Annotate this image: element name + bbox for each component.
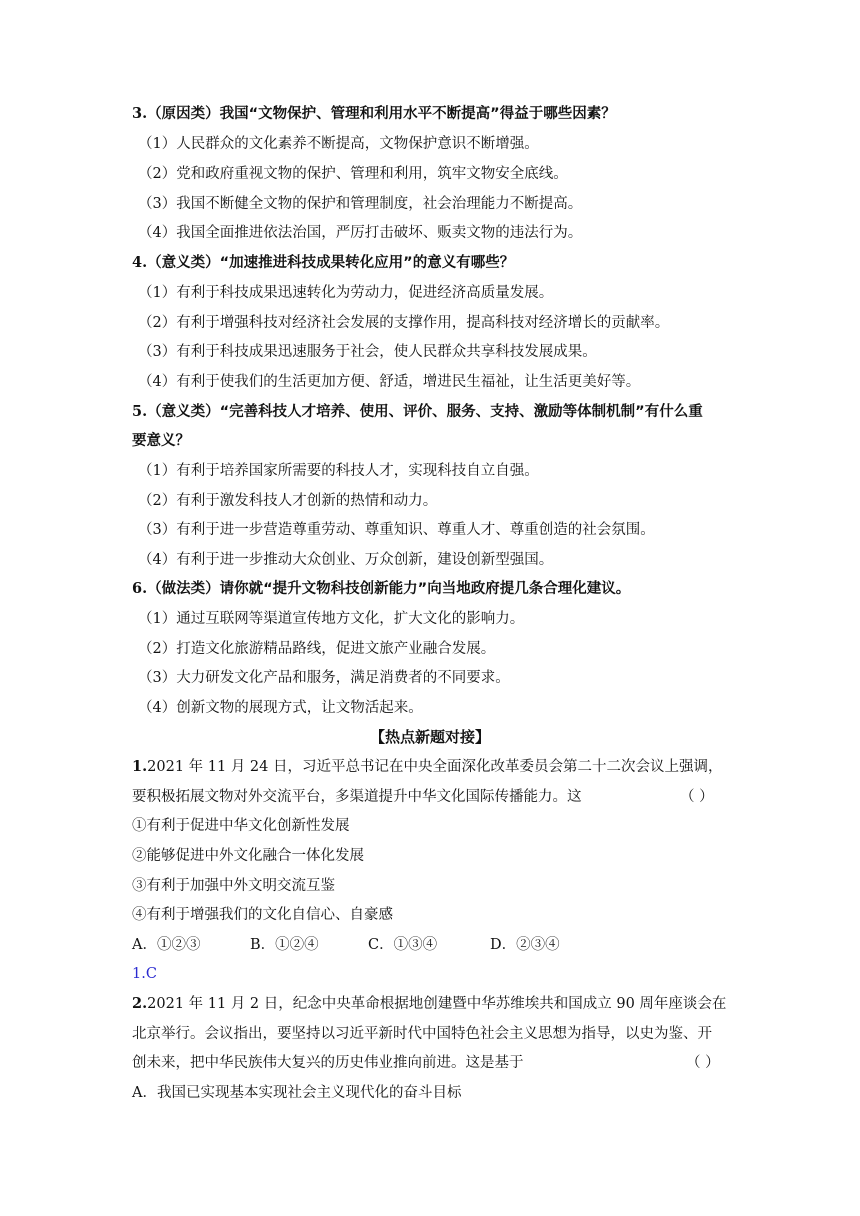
question-3-item-2: （2）党和政府重视文物的保护、管理和利用，筑牢文物安全底线。 <box>138 166 568 182</box>
question-3-title: 3.（原因类）我国“文物保护、管理和利用水平不断提高”得益于哪些因素？ <box>132 105 616 122</box>
mcq-2-answer-blank: （ ） <box>686 1055 720 1071</box>
mcq-1-option-b: B．①②④ <box>250 937 319 953</box>
question-6-item-3: （3）大力研发文化产品和服务，满足消费者的不同要求。 <box>138 670 510 686</box>
question-4-item-1: （1）有利于科技成果迅速转化为劳动力，促进经济高质量发展。 <box>138 285 554 301</box>
mcq-2-number: 2. <box>132 995 148 1012</box>
mcq-1-stem-line-2: 要积极拓展文物对外交流平台，多渠道提升中华文化国际传播能力。这 <box>132 789 582 805</box>
section-title: 【热点新题对接】 <box>369 728 490 746</box>
mcq-1-answer: 1.C <box>132 966 157 982</box>
mcq-1-option-a: A．①②③ <box>132 937 201 953</box>
question-6-item-1: （1）通过互联网等渠道宣传地方文化，扩大文化的影响力。 <box>138 611 525 627</box>
question-6-item-2: （2）打造文化旅游精品路线，促进文旅产业融合发展。 <box>138 641 496 657</box>
question-4-item-3: （3）有利于科技成果迅速服务于社会，使人民群众共享科技发展成果。 <box>138 344 597 360</box>
mcq-1-options <box>132 935 560 955</box>
mcq-1-stem-line-1: 1.2021 年 11 月 24 日，习近平总书记在中央全面深化改革委员会第二十二次会议上强调， <box>132 758 723 775</box>
mcq-1-statement-1: ①有利于促进中华文化创新性发展 <box>132 818 350 834</box>
question-6-item-4: （4）创新文物的展现方式，让文物活起来。 <box>138 700 423 716</box>
mcq-1-statement-2: ②能够促进中外文化融合一体化发展 <box>132 848 364 864</box>
question-5-item-3: （3）有利于进一步营造尊重劳动、尊重知识、尊重人才、尊重创造的社会氛围。 <box>138 522 655 538</box>
question-6-title: 6.（做法类）请你就“提升文物科技创新能力”向当地政府提几条合理化建议。 <box>132 580 631 597</box>
mcq-2-stem-line-1: 2.2021 年 11 月 2 日，纪念中央革命根据地创建暨中华苏维埃共和国成立 90 周年座谈会在 <box>132 995 727 1012</box>
mcq-1-statement-4: ④有利于增强我们的文化自信心、自豪感 <box>132 907 393 923</box>
mcq-1-option-d: D．②③④ <box>490 937 560 953</box>
question-5-title-cont: 要意义？ <box>132 433 190 449</box>
question-3-item-1: （1）人民群众的文化素养不断提高，文物保护意识不断增强。 <box>138 136 539 152</box>
mcq-2-option-a: A．我国已实现基本实现社会主义现代化的奋斗目标 <box>132 1085 462 1101</box>
question-5-title: 5.（意义类）“完善科技人才培养、使用、评价、服务、支持、激励等体制机制”有什么重 <box>132 403 703 420</box>
mcq-1-answer-blank: （ ） <box>680 789 714 805</box>
mcq-1-option-c: C．①③④ <box>368 937 438 953</box>
question-4-item-2: （2）有利于增强科技对经济社会发展的支撑作用，提高科技对经济增长的贡献率。 <box>138 315 670 331</box>
mcq-2-stem-line-2: 北京举行。会议指出，要坚持以习近平新时代中国特色社会主义思想为指导，以史为鉴、开 <box>132 1026 712 1042</box>
question-4-item-4: （4）有利于使我们的生活更加方便、舒适，增进民生福祉，让生活更美好等。 <box>138 374 641 390</box>
question-3-item-3: （3）我国不断健全文物的保护和管理制度，社会治理能力不断提高。 <box>138 196 583 212</box>
mcq-2-stem-line-3: 创未来，把中华民族伟大复兴的历史伟业推向前进。这是基于 <box>132 1055 524 1071</box>
question-5-item-4: （4）有利于进一步推动大众创业、万众创新，建设创新型强国。 <box>138 552 554 568</box>
mcq-1-statement-3: ③有利于加强中外文明交流互鉴 <box>132 878 335 894</box>
question-4-title: 4.（意义类）“加速推进科技成果转化应用”的意义有哪些？ <box>132 254 515 271</box>
question-3-item-4: （4）我国全面推进依法治国，严厉打击破坏、贩卖文物的违法行为。 <box>138 225 583 241</box>
mcq-1-number: 1. <box>132 758 148 775</box>
question-5-item-1: （1）有利于培养国家所需要的科技人才，实现科技自立自强。 <box>138 463 539 479</box>
question-5-item-2: （2）有利于激发科技人才创新的热情和动力。 <box>138 493 438 509</box>
